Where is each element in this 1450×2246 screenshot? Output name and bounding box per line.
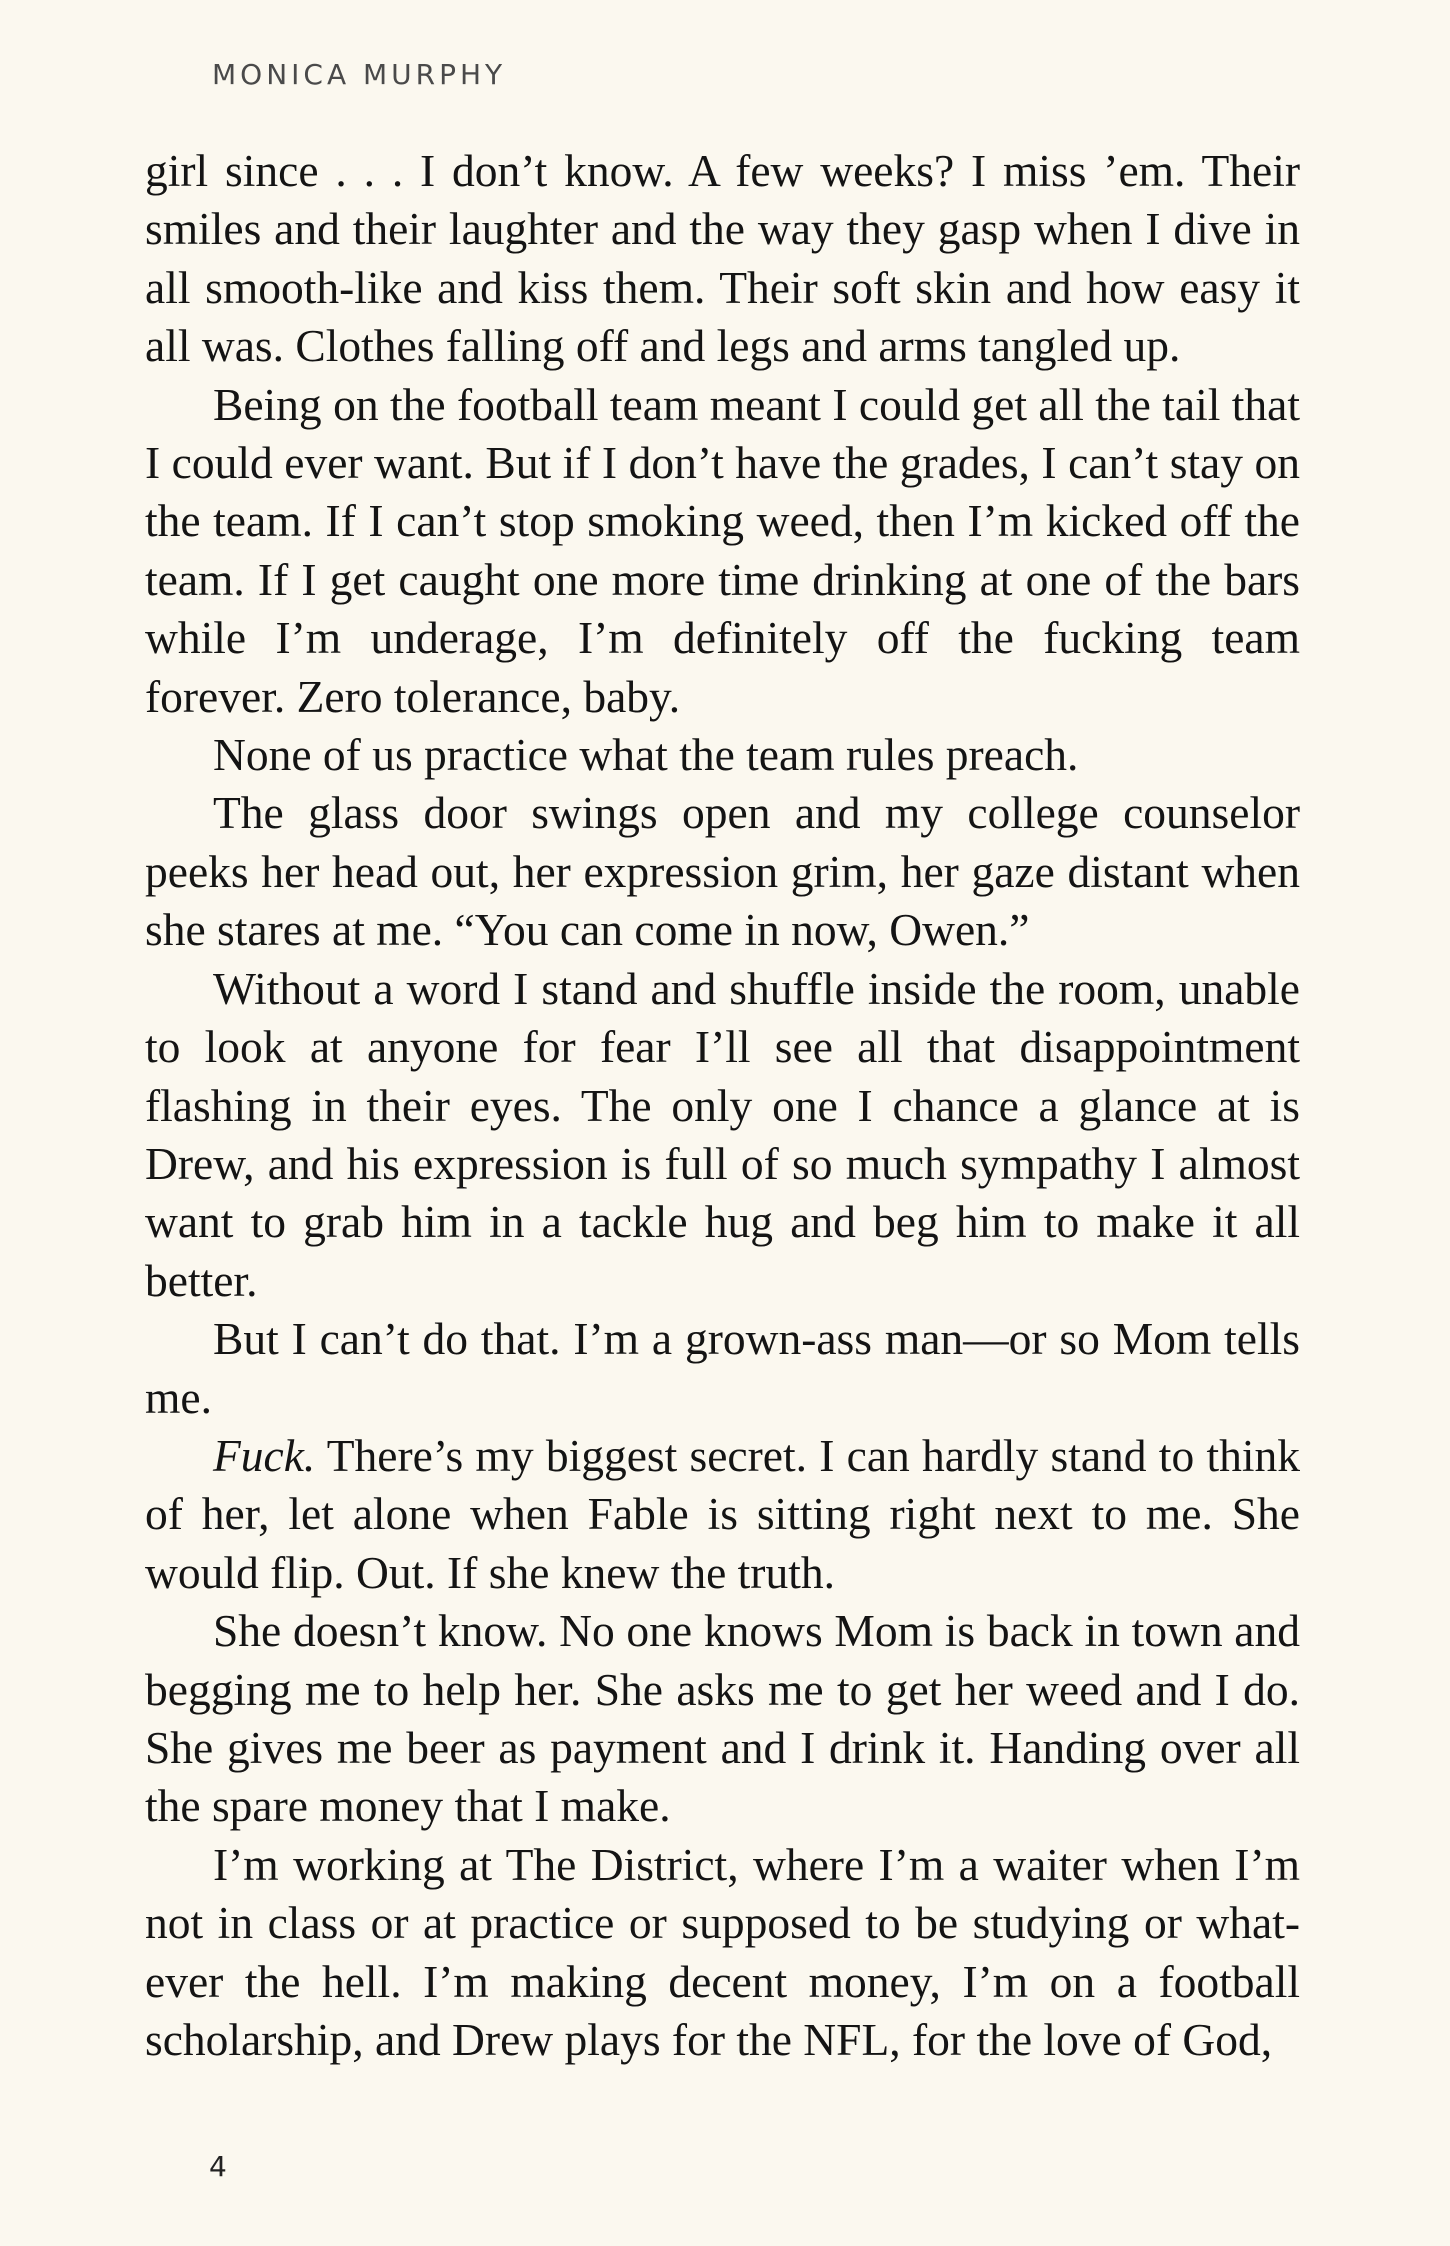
running-head-author: MONICA MURPHY: [212, 58, 507, 91]
paragraph-7-text: There’s my biggest secret. I can hardly stand to think of her, let alone when Fable is sitting right next to me. She would flip. Out. If she knew the truth.: [145, 1429, 1300, 1598]
paragraph-7: [145, 1427, 1300, 1602]
emphasized-word: Fuck.: [213, 1429, 316, 1481]
paragraph-5: Without a word I stand and shuffle inside the room, unable to look at anyone for fear I’ll see all that disappointment flashing in their eyes. The only one I chance a glance at is Drew, and his expression is full of so much sympathy I almost want to grab him in a tackle hug and beg him to make it all better.: [145, 962, 1300, 1306]
paragraph-2: Being on the football team meant I could get all the tail that I could ever want. But if I don’t have the grades, I can’t stay on the team. If I can’t stop smoking weed, then I’m kicked off the team. If I get caught one more time drinking at one of the bars while I’m underage, I’m definitely off the fucking team forever. Zero tolerance, baby.: [145, 378, 1300, 722]
paragraph-3: None of us practice what the team rules preach.: [213, 729, 1079, 781]
paragraph-4: The glass door swings open and my college counselor peeks her head out, her expression grim, her gaze distant when she stares at me. “You can come in now, Owen.”: [145, 787, 1300, 956]
body-text: [145, 142, 1300, 2069]
paragraph-1: girl since . . . I don’t know. A few weeks? I miss ’em. Their smiles and their laughter and the way they gasp when I dive in all smooth-like and kiss them. Their soft skin and how easy it all was. Clothes falling off and legs and arms tangled up.: [145, 145, 1300, 372]
page-number: 4: [209, 2150, 227, 2183]
paragraph-6: But I can’t do that. I’m a grown-ass man—or so Mom tells me.: [145, 1313, 1300, 1423]
paragraph-9: I’m working at The District, where I’m a waiter when I’m not in class or at practice or supposed to be studying or whatever the hell. I’m making decent money, I’m on a football scholarship, and Drew plays for the NFL, for the love of God,: [145, 1838, 1300, 2065]
paragraph-8: She doesn’t know. No one knows Mom is back in town and begging me to help her. She asks me to get her weed and I do. She gives me beer as payment and I drink it. Handing over all the spare money that I make.: [145, 1605, 1300, 1832]
